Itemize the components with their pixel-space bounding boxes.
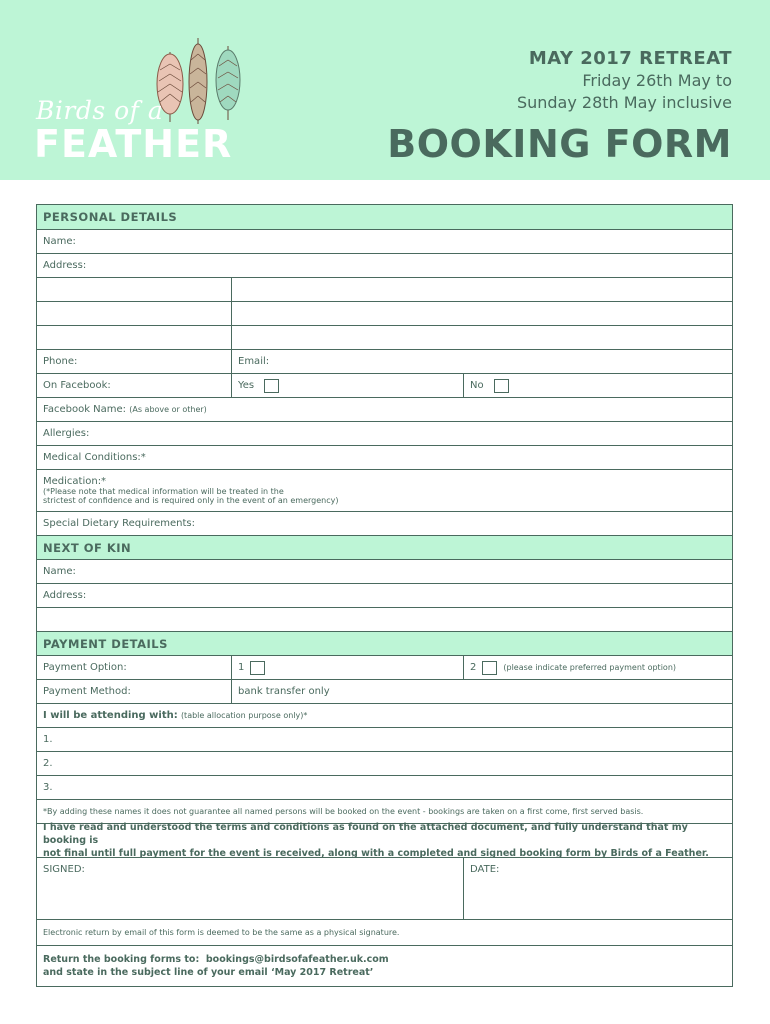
return-subject-text: and state in the subject line of your email ‘May 2017 Retreat’ xyxy=(43,967,374,978)
section-payment-details xyxy=(37,632,732,656)
attendee-row-1[interactable] xyxy=(37,728,732,752)
name-row[interactable] xyxy=(37,230,732,254)
option-2-checkbox[interactable] xyxy=(482,661,497,675)
attending-note: (table allocation purpose only)* xyxy=(180,711,308,720)
kin-address-line-2[interactable] xyxy=(37,608,732,632)
header-banner xyxy=(0,0,770,180)
retreat-dates-start: Friday 26th May to xyxy=(582,71,732,90)
retreat-title: MAY 2017 RETREAT xyxy=(528,48,732,69)
facebook-label: On Facebook: xyxy=(43,380,111,391)
signed-label: SIGNED: xyxy=(43,864,85,875)
kin-address-row[interactable] xyxy=(37,584,732,608)
attendee-number: 3. xyxy=(43,782,53,793)
payment-option-row xyxy=(37,656,732,680)
address-row[interactable] xyxy=(37,254,732,278)
signed-field[interactable] xyxy=(37,858,463,919)
section-next-of-kin xyxy=(37,536,732,560)
option-2-label: 2 xyxy=(470,662,477,673)
medication-label: Medication:* xyxy=(43,476,107,487)
attending-row xyxy=(37,704,732,728)
booking-form xyxy=(36,204,733,987)
date-label: DATE: xyxy=(470,864,500,875)
terms-line-2: not final until full payment for the event is received, along with a completed and signed booking form by Birds of a Feather. xyxy=(43,848,709,859)
medication-note-2: strictest of confidence and is required only in the event of an emergency) xyxy=(43,496,339,505)
attendee-number: 1. xyxy=(43,734,53,745)
allergies-row[interactable] xyxy=(37,422,732,446)
facebook-no xyxy=(463,374,732,397)
section-heading: PAYMENT DETAILS xyxy=(43,636,168,651)
attendee-row-3[interactable] xyxy=(37,776,732,800)
payment-method-value: bank transfer only xyxy=(231,680,732,703)
medical-row[interactable] xyxy=(37,446,732,470)
date-field[interactable] xyxy=(463,858,732,919)
facebook-name-row[interactable] xyxy=(37,398,732,422)
payment-option-1 xyxy=(231,656,463,679)
disclaimer-text: *By adding these names it does not guarantee all named persons will be booked on the event - bookings are taken on a first come, first served basis. xyxy=(43,807,644,816)
medication-note-1: (*Please note that medical information will be treated in the xyxy=(43,487,284,496)
electronic-text: Electronic return by email of this form is deemed to be the same as a physical signature. xyxy=(43,928,400,937)
kin-address-label: Address: xyxy=(43,590,87,601)
email-label[interactable]: Email: xyxy=(231,350,732,373)
electronic-row xyxy=(37,920,732,946)
kin-name-label: Name: xyxy=(43,566,76,577)
yes-label: Yes xyxy=(238,380,255,391)
attending-label: I will be attending with: xyxy=(43,710,178,721)
address-line-3[interactable] xyxy=(37,302,732,326)
option-1-checkbox[interactable] xyxy=(250,661,265,675)
medication-row[interactable] xyxy=(37,470,732,512)
section-personal-details xyxy=(37,205,732,230)
retreat-info xyxy=(517,48,732,114)
name-label: Name: xyxy=(43,236,76,247)
address-line-2[interactable] xyxy=(37,278,732,302)
no-label: No xyxy=(470,380,484,391)
kin-name-row[interactable] xyxy=(37,560,732,584)
allergies-label: Allergies: xyxy=(43,428,90,439)
terms-row xyxy=(37,824,732,858)
facebook-name-note: (As above or other) xyxy=(129,405,207,414)
dietary-row[interactable] xyxy=(37,512,732,536)
payment-method-label: Payment Method: xyxy=(43,686,131,697)
attendee-row-2[interactable] xyxy=(37,752,732,776)
payment-option-label: Payment Option: xyxy=(43,662,127,673)
section-heading: PERSONAL DETAILS xyxy=(43,210,178,224)
page-title: BOOKING FORM xyxy=(387,122,732,166)
facebook-yes xyxy=(231,374,463,397)
address-line-4[interactable] xyxy=(37,326,732,350)
return-email-link[interactable]: bookings@birdsofafeather.uk.com xyxy=(205,954,389,965)
return-text: Return the booking forms to: xyxy=(43,954,200,965)
option-note: (please indicate preferred payment option) xyxy=(503,663,677,672)
attendee-number: 2. xyxy=(43,758,53,769)
phone-label[interactable]: Phone: xyxy=(43,356,78,367)
dietary-label: Special Dietary Requirements: xyxy=(43,518,195,529)
facebook-name-label: Facebook Name: xyxy=(43,404,127,415)
signature-row xyxy=(37,858,732,920)
return-row xyxy=(37,946,732,986)
retreat-dates-end: Sunday 28th May inclusive xyxy=(516,93,732,112)
payment-method-row xyxy=(37,680,732,704)
section-heading: NEXT OF KIN xyxy=(43,540,132,555)
terms-line-1: I have read and understood the terms and conditions as found on the attached document, and fully understand that my booking is xyxy=(43,822,688,846)
address-label: Address: xyxy=(43,260,87,271)
facebook-row xyxy=(37,374,732,398)
no-checkbox[interactable] xyxy=(494,379,509,393)
yes-checkbox[interactable] xyxy=(264,379,279,393)
phone-email-row xyxy=(37,350,732,374)
payment-option-2 xyxy=(463,656,732,679)
medical-label: Medical Conditions:* xyxy=(43,452,146,463)
brand-main-text: FEATHER xyxy=(34,122,233,166)
brand-script-text: Birds of a xyxy=(36,96,164,125)
option-1-label: 1 xyxy=(238,662,245,673)
